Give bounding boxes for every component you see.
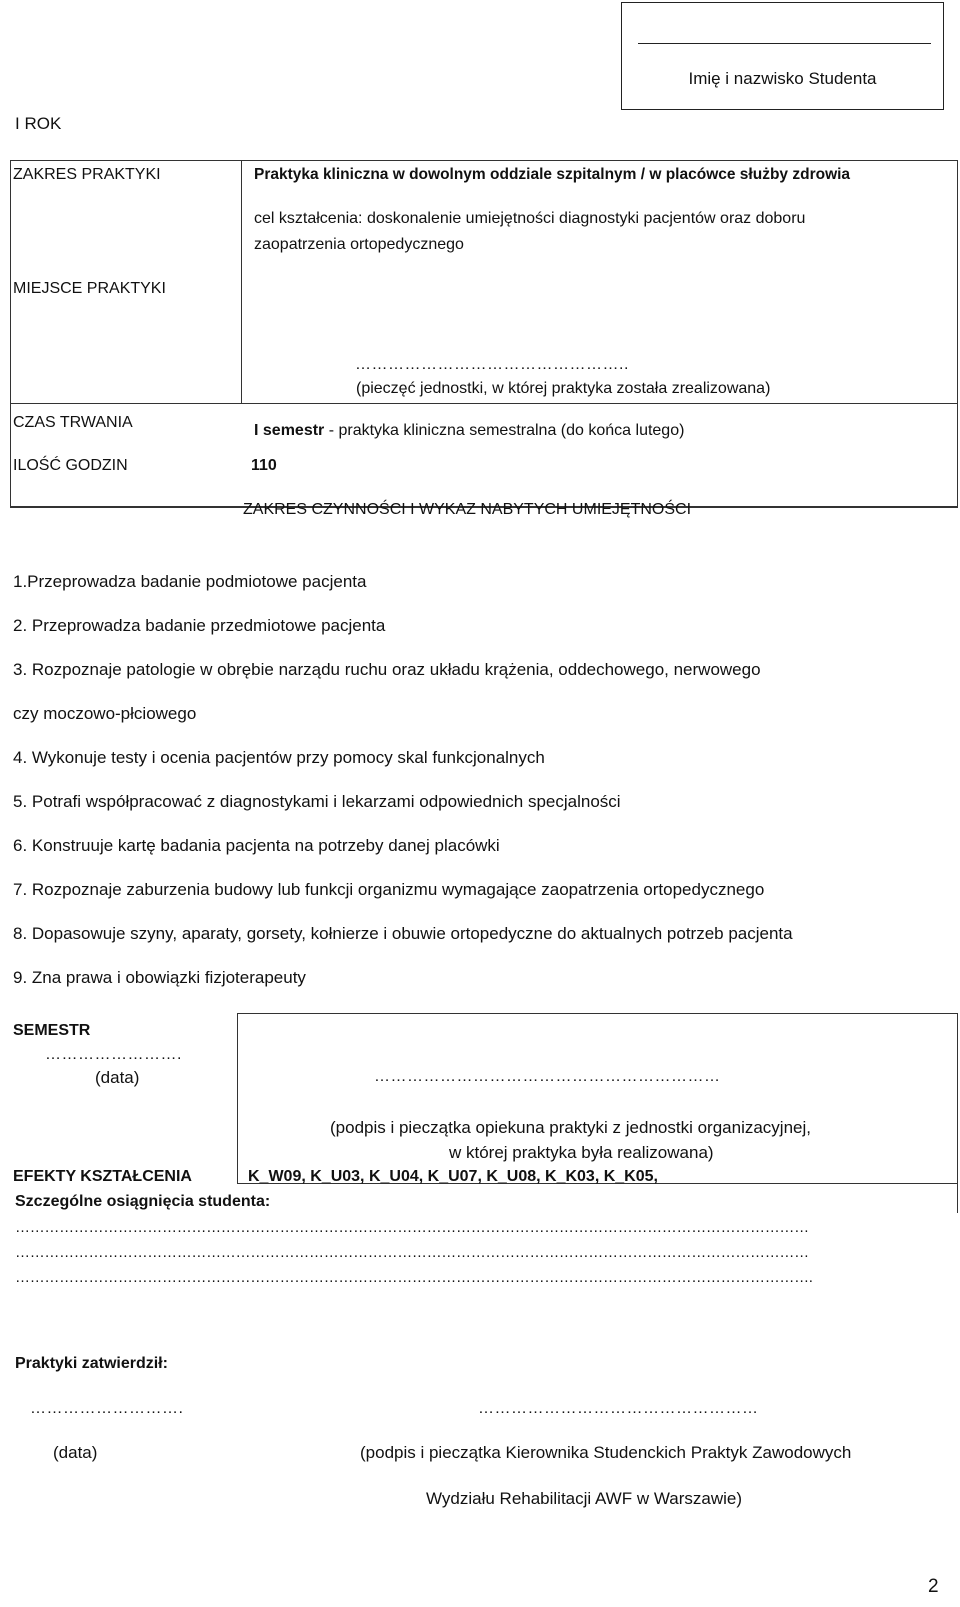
osiagniecia-line[interactable]: ……………………………………………………………………………………………………………………………………………… [15, 1244, 809, 1261]
miejsce-praktyki-label: MIEJSCE PRAKTYKI [13, 280, 166, 297]
semestr-date-dots[interactable]: ……………………. [45, 1046, 182, 1063]
zatwierdzil-date-dots[interactable]: ………………………. [30, 1400, 184, 1417]
czas-trwania-semester: I semestr [254, 422, 325, 439]
skill-item: 2. Przeprowadza badanie przedmiotowe pacjenta [13, 616, 386, 635]
zakres-czynnosci-heading: ZAKRES CZYNNOŚCI I WYKAZ NABYTYCH UMIEJĘTNOŚCI [243, 501, 692, 518]
cel-ksztalcenia-line2: zaopatrzenia ortopedycznego [254, 236, 464, 253]
zakres-praktyki-title: Praktyka kliniczna w dowolnym oddziale szpitalnym / w placówce służby zdrowia [254, 166, 851, 183]
czas-trwania-description: - praktyka kliniczna semestralna (do końca lutego) [324, 422, 685, 439]
stamp-caption: (pieczęć jednostki, w której praktyka została zrealizowana) [356, 380, 771, 397]
skill-item: 3. Rozpoznaje patologie w obrębie narządu ruchu oraz układu krążenia, oddechowego, nerwowego [13, 660, 761, 679]
skill-item: 4. Wykonuje testy i ocenia pacjentów przy pomocy skal funkcjonalnych [13, 748, 545, 767]
semestr-date-caption: (data) [95, 1068, 140, 1087]
zatwierdzil-signature-caption-line2: Wydziału Rehabilitacji AWF w Warszawie) [426, 1489, 742, 1508]
czas-trwania-value [254, 422, 684, 440]
ilosc-godzin-value: 110 [251, 457, 277, 474]
zatwierdzil-date-caption: (data) [53, 1443, 98, 1462]
skill-item: 1.Przeprowadza badanie podmiotowe pacjenta [13, 572, 367, 591]
skill-item-continuation: czy moczowo-płciowego [13, 704, 197, 723]
semestr-box-divider [237, 1013, 238, 1183]
table-column-divider [241, 160, 242, 403]
student-name-line[interactable] [638, 43, 931, 44]
osiagniecia-label: Szczególne osiągnięcia studenta: [15, 1193, 271, 1210]
skill-item: 8. Dopasowuje szyny, aparaty, gorsety, kołnierze i obuwie ortopedyczne do aktualnych potrzeb pacjenta [13, 924, 793, 943]
cel-ksztalcenia-line1: cel kształcenia: doskonalenie umiejętności diagnostyki pacjentów oraz doboru [254, 210, 806, 227]
ilosc-godzin-label: ILOŚĆ GODZIN [13, 457, 128, 474]
osiagniecia-line[interactable]: ………………………………………………………………………………………………………………………………………………. [15, 1269, 813, 1286]
semestr-signature-caption-line2: w której praktyka była realizowana) [449, 1143, 714, 1162]
semestr-signature-dots[interactable]: ……………………………………………………… [374, 1068, 721, 1085]
zatwierdzil-label: Praktyki zatwierdził: [15, 1355, 168, 1372]
skill-item: 7. Rozpoznaje zaburzenia budowy lub funkcji organizmu wymagające zaopatrzenia ortopedycznego [13, 880, 765, 899]
student-name-label: Imię i nazwisko Studenta [688, 69, 877, 88]
osiagniecia-line[interactable]: ……………………………………………………………………………………………………………………………………………… [15, 1219, 809, 1236]
semestr-label: SEMESTR [13, 1022, 91, 1039]
semestr-box-top [237, 1013, 958, 1014]
skill-item: 9. Zna prawa i obowiązki fizjoterapeuty [13, 968, 306, 987]
student-name-box [621, 2, 944, 110]
zatwierdzil-signature-caption-line1: (podpis i pieczątka Kierownika Studenckich Praktyk Zawodowych [360, 1443, 852, 1462]
efekty-label: EFEKTY KSZTAŁCENIA [13, 1168, 192, 1185]
table-row-divider [10, 403, 958, 404]
zakres-praktyki-label: ZAKRES PRAKTYKI [13, 166, 161, 183]
stamp-dots: ………………………………………….. [355, 356, 629, 373]
skill-item: 5. Potrafi współpracować z diagnostykami i lekarzami odpowiednich specjalności [13, 792, 621, 811]
year-label: I ROK [15, 114, 62, 133]
page-number: 2 [928, 1576, 939, 1597]
skill-item: 6. Konstruuje kartę badania pacjenta na potrzeby danej placówki [13, 836, 500, 855]
efekty-value: K_W09, K_U03, K_U04, K_U07, K_U08, K_K03, K_K05, [248, 1168, 658, 1185]
semestr-signature-caption-line1: (podpis i pieczątka opiekuna praktyki z jednostki organizacyjnej, [330, 1118, 811, 1137]
zatwierdzil-signature-dots[interactable]: …………………………………………… [478, 1400, 759, 1417]
czas-trwania-label: CZAS TRWANIA [13, 414, 133, 431]
